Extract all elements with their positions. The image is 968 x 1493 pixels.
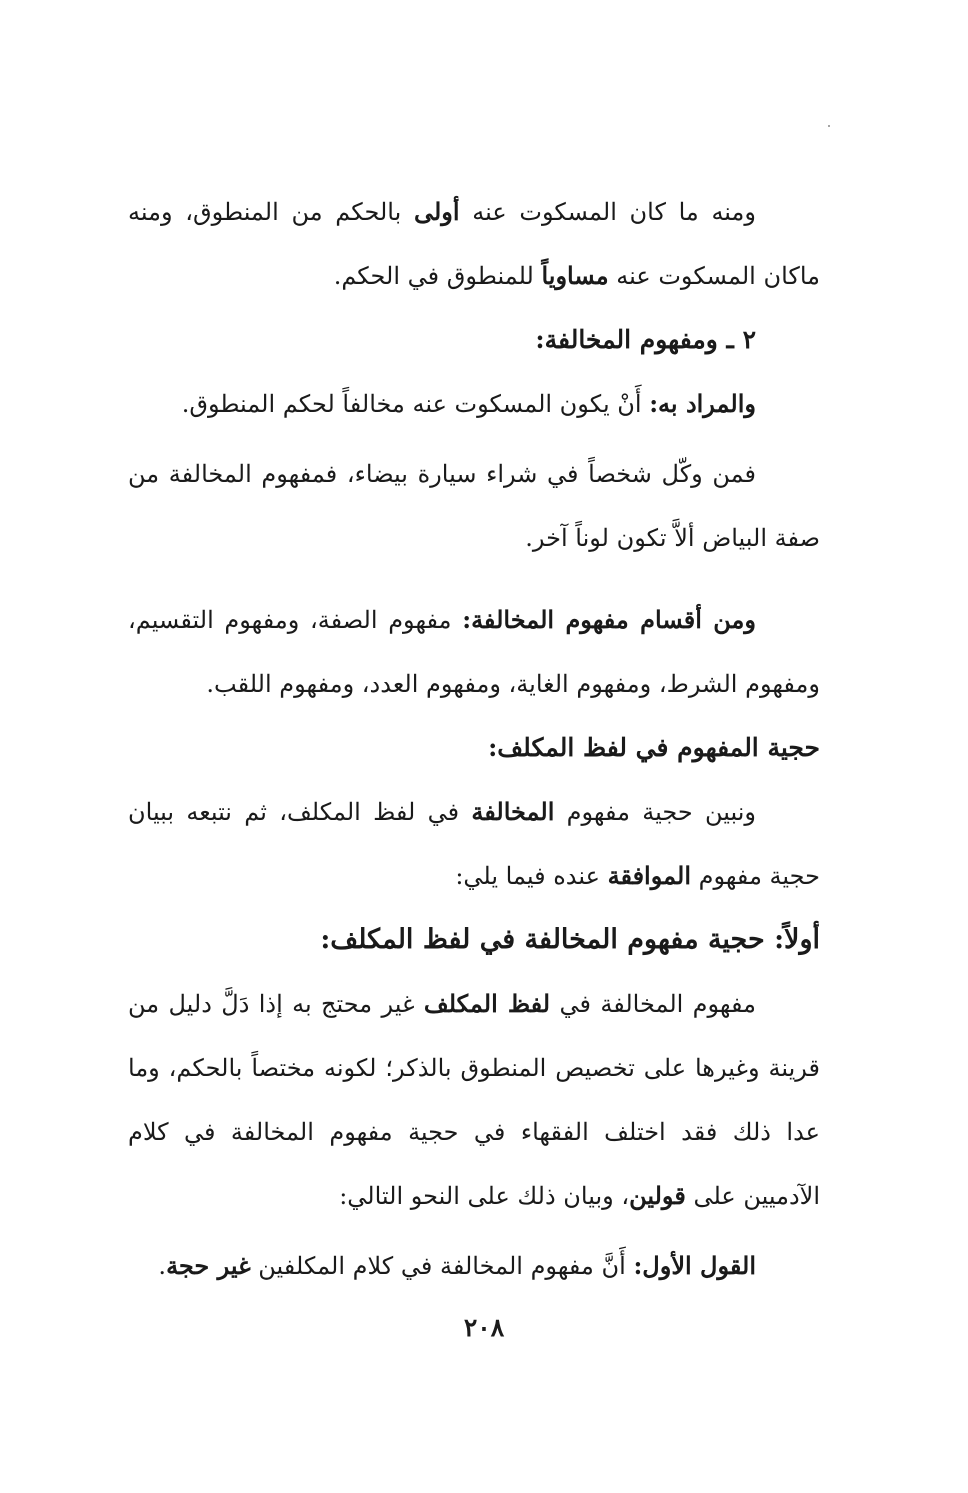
- bold-term: مساوياً: [541, 261, 609, 290]
- text-run: بالحكم من المنطوق، ومنه ماكان المسكوت عنه: [128, 198, 820, 290]
- bold-term: ومن أقسام مفهوم المخالفة:: [462, 605, 756, 634]
- bold-term: القول الأول:: [633, 1251, 756, 1280]
- bold-term: المخالفة: [471, 797, 555, 826]
- page-number: ٢٠٨: [463, 1313, 505, 1342]
- text-run: عنده فيما يلي:: [455, 862, 608, 890]
- text-run: ومنه ما كان المسكوت عنه: [459, 198, 756, 226]
- bold-term: لفظ المكلف: [423, 989, 551, 1018]
- scan-speck: [828, 125, 830, 127]
- text-run: أَنَّ مفهوم المخالفة في كلام المكلفين: [250, 1252, 634, 1280]
- paragraph-intro: [128, 180, 820, 308]
- paragraph-definition: [128, 372, 820, 436]
- section-heading-mukhalafa: ٢ ـ ومفهوم المخالفة:: [535, 325, 756, 354]
- bold-term: غير حجة: [166, 1251, 251, 1280]
- paragraph-example: [128, 442, 820, 570]
- bold-term: الموافقة: [607, 861, 691, 890]
- text-run: أَنْ يكون المسكوت عنه مخالفاً لحكم المنطوق.: [181, 390, 650, 418]
- section-heading-first: أولاً: حجية مفهوم المخالفة في لفظ المكلف:: [320, 924, 820, 955]
- text-run: ونبين حجية مفهوم: [554, 798, 756, 826]
- text-run: فمن وكّل شخصاً في شراء سيارة بيضاء، فمفهوم المخالفة من صفة البياض ألاَّ تكون لوناً آخر.: [128, 460, 820, 552]
- paragraph-first-opinion: [128, 1234, 820, 1298]
- text-run: مفهوم الصفة، ومفهوم التقسيم، ومفهوم الشرط، ومفهوم الغاية، ومفهوم العدد، ومفهوم اللقب.: [128, 606, 820, 698]
- text-run: للمنطوق في الحكم.: [333, 262, 542, 290]
- paragraph-discussion: [128, 972, 820, 1228]
- text-run: ، وبيان ذلك على النحو التالي:: [339, 1182, 630, 1210]
- text-run: في لفظ المكلف، ثم نتبعه ببيان حجية مفهوم: [128, 798, 820, 890]
- bold-term: قولين: [629, 1181, 686, 1210]
- section-heading-hujjiyya: حجية المفهوم في لفظ المكلف:: [488, 733, 820, 762]
- page-body: [128, 180, 820, 1298]
- paragraph-types: [128, 588, 820, 716]
- text-run: غير محتج به إذا دَلَّ دليل من قرينة وغيرها على تخصيص المنطوق بالذكر؛ لكونه مختصاً بالحكم، وما عدا ذلك فقد اختلف الفقهاء في حجية مفهوم المخالفة في كلام الآدميين على: [128, 990, 821, 1210]
- paragraph-plan: [128, 780, 820, 908]
- bold-term: والمراد به:: [649, 389, 756, 418]
- text-run: .: [158, 1252, 167, 1280]
- bold-term: أولى: [413, 197, 460, 226]
- text-run: مفهوم المخالفة في: [550, 990, 756, 1018]
